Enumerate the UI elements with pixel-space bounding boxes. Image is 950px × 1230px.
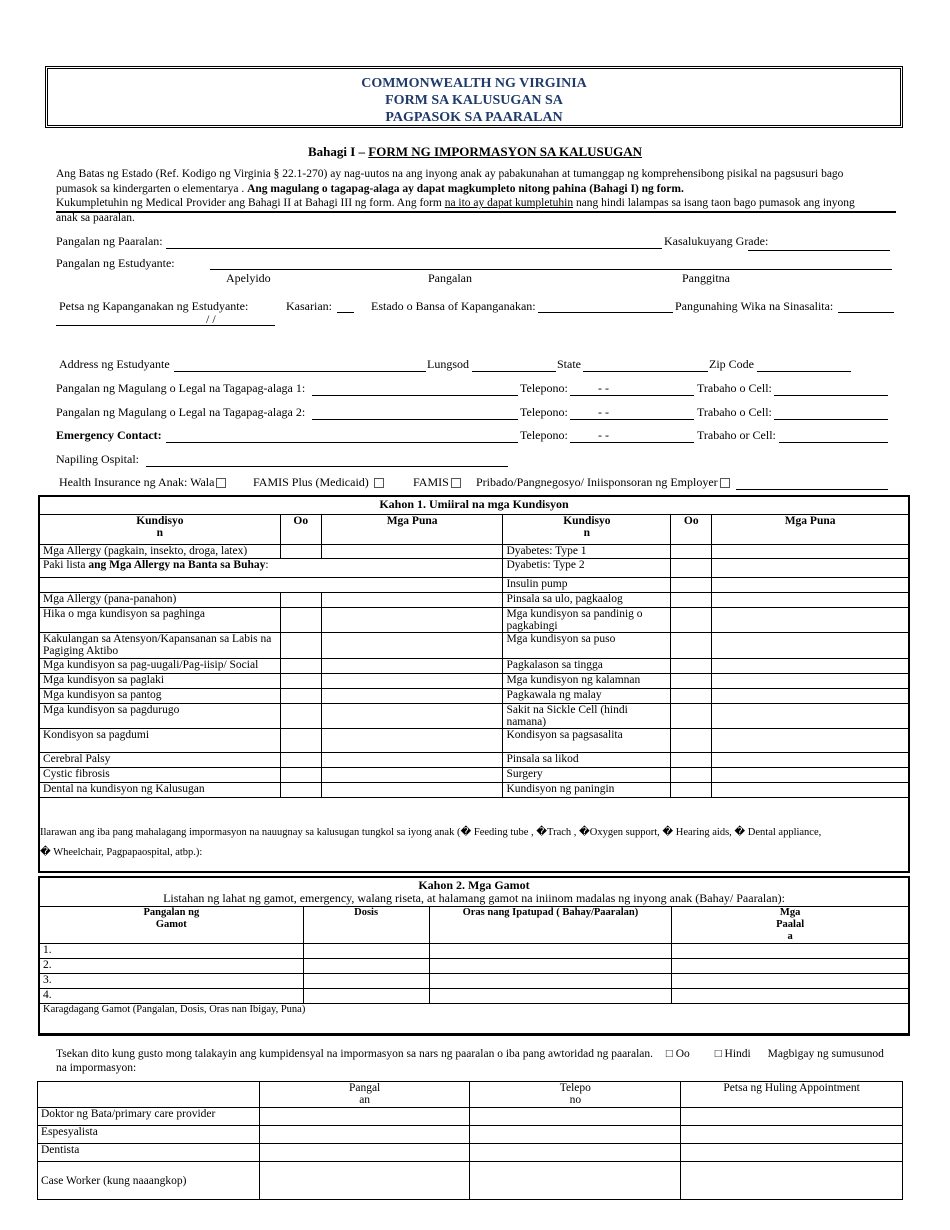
condition-yes-cell[interactable] bbox=[671, 608, 712, 633]
intro-text-2: Kukumpletuhin ng Medical Provider ang Bahagi II at Bahagi III ng form. Ang form bbox=[56, 197, 445, 209]
consent-provide-text: Magbigay ng sumusunod bbox=[767, 1048, 884, 1060]
provider-date-cell[interactable] bbox=[681, 1162, 903, 1200]
provider-phone-cell[interactable] bbox=[470, 1144, 681, 1162]
parent1-phone-input[interactable] bbox=[570, 381, 694, 396]
condition-yes-cell[interactable] bbox=[280, 659, 321, 674]
state-label: State bbox=[557, 357, 581, 371]
condition-notes-cell[interactable] bbox=[712, 768, 909, 783]
consent-no-option[interactable]: □ Hindi bbox=[714, 1048, 751, 1060]
provider-row-label: Doktor ng Bata/primary care provider bbox=[38, 1108, 260, 1126]
emergency-input[interactable] bbox=[166, 428, 518, 443]
intro-paragraph bbox=[56, 167, 856, 225]
emergency-work-input[interactable] bbox=[779, 428, 888, 443]
phone-dashes: - - bbox=[598, 381, 609, 395]
med-notes-cell[interactable] bbox=[672, 944, 909, 959]
condition-yes-cell[interactable] bbox=[671, 768, 712, 783]
condition-notes-cell[interactable] bbox=[321, 768, 503, 783]
condition-yes-cell[interactable] bbox=[280, 674, 321, 689]
provider-phone-cell[interactable] bbox=[470, 1126, 681, 1144]
parent1-label: Pangalan ng Magulang o Legal na Tagapag-alaga 1: bbox=[56, 381, 306, 395]
condition-notes-cell[interactable] bbox=[712, 689, 909, 704]
consent-provide-text-2: na impormasyon: bbox=[56, 1062, 137, 1074]
address-input[interactable] bbox=[174, 357, 426, 372]
famis-plus-option bbox=[253, 475, 386, 490]
consent-text: Tsekan dito kung gusto mong talakayin ang kumpidensyal na impormasyon sa nars ng paaralan o iba pang awtoridad ng paaralan. bbox=[56, 1048, 654, 1060]
parent2-label: Pangalan ng Magulang o Legal na Tagapag-alaga 2: bbox=[56, 405, 306, 419]
header-yes: Oo bbox=[671, 515, 712, 545]
consent-row bbox=[56, 1047, 936, 1075]
provider-date-cell[interactable] bbox=[681, 1144, 903, 1162]
med-dose-cell[interactable] bbox=[303, 959, 429, 974]
student-label: Pangalan ng Estudyante: bbox=[56, 256, 175, 270]
header-last-appointment: Petsa ng Huling Appointment bbox=[681, 1082, 903, 1108]
condition-notes-cell[interactable] bbox=[712, 545, 909, 559]
condition-yes-cell[interactable] bbox=[671, 729, 712, 753]
intro-underlined: na ito ay dapat kumpletuhin bbox=[444, 197, 574, 209]
condition-notes-cell[interactable] bbox=[712, 704, 909, 729]
med-row-number: 4. bbox=[40, 989, 304, 1004]
private-text: Pribado/Pangnegosyo/ Iniisponsoran ng Employer bbox=[476, 475, 718, 489]
famis-plus-text: FAMIS Plus (Medicaid) bbox=[253, 475, 369, 489]
parent1-input[interactable] bbox=[312, 381, 518, 396]
condition-label: Kondisyon sa pagsasalita bbox=[503, 729, 671, 753]
allergies-list-cell[interactable] bbox=[40, 578, 503, 593]
emergency-phone-label: Telepono: bbox=[520, 428, 568, 442]
city-label: Lungsod bbox=[427, 357, 469, 371]
condition-label: Dental na kundisyon ng Kalusugan bbox=[40, 783, 281, 798]
condition-notes-cell[interactable] bbox=[321, 783, 503, 798]
provider-phone-cell[interactable] bbox=[470, 1162, 681, 1200]
condition-notes-cell[interactable] bbox=[712, 783, 909, 798]
sex-input[interactable] bbox=[337, 298, 354, 313]
insurance-none-checkbox[interactable] bbox=[216, 478, 226, 488]
part-prefix: Bahagi I – bbox=[307, 144, 369, 159]
condition-notes-cell[interactable] bbox=[321, 729, 503, 753]
condition-yes-cell[interactable] bbox=[671, 783, 712, 798]
header-provider-name: Pangal an bbox=[259, 1082, 470, 1108]
med-dose-cell[interactable] bbox=[303, 989, 429, 1004]
form-header bbox=[45, 66, 903, 128]
header-reminders: Mga Paalal a bbox=[672, 907, 909, 944]
parent2-work-label: Trabaho o Cell: bbox=[697, 405, 772, 419]
provider-name-cell[interactable] bbox=[259, 1162, 470, 1200]
condition-yes-cell[interactable] bbox=[280, 689, 321, 704]
grade-label: Kasalukuyang Grade: bbox=[664, 234, 769, 248]
med-dose-cell[interactable] bbox=[303, 944, 429, 959]
condition-yes-cell[interactable] bbox=[280, 593, 321, 608]
condition-yes-cell[interactable] bbox=[671, 704, 712, 729]
hospital-label: Napiling Ospital: bbox=[56, 452, 139, 466]
providers-corner bbox=[38, 1082, 260, 1108]
header-line-2: FORM SA KALUSUGAN SA bbox=[385, 93, 563, 108]
zip-label: Zip Code bbox=[709, 357, 754, 371]
condition-yes-cell[interactable] bbox=[280, 704, 321, 729]
condition-notes-cell[interactable] bbox=[712, 633, 909, 659]
condition-label: Hika o mga kundisyon sa paghinga bbox=[40, 608, 281, 633]
med-row-number: 2. bbox=[40, 959, 304, 974]
condition-notes-cell[interactable] bbox=[712, 674, 909, 689]
condition-label: Mga Allergy (pagkain, insekto, droga, latex) bbox=[40, 545, 281, 559]
condition-notes-cell[interactable] bbox=[321, 593, 503, 608]
med-row-number: 1. bbox=[40, 944, 304, 959]
parent1-work-label: Trabaho o Cell: bbox=[697, 381, 772, 395]
condition-notes-cell[interactable] bbox=[321, 659, 503, 674]
condition-label: Pinsala sa ulo, pagkaalog bbox=[503, 593, 671, 608]
header-condition: Kundisyo n bbox=[40, 515, 281, 545]
school-label: Pangalan ng Paaralan: bbox=[56, 234, 163, 248]
insurance-text: Health Insurance ng Anak: Wala bbox=[59, 475, 215, 489]
parent2-work-input[interactable] bbox=[774, 405, 888, 420]
providers-table bbox=[37, 1081, 903, 1200]
condition-yes-cell[interactable] bbox=[671, 633, 712, 659]
condition-notes-cell[interactable] bbox=[712, 578, 909, 593]
condition-label: Mga kundisyon sa pagdurugo bbox=[40, 704, 281, 729]
city-input[interactable] bbox=[472, 357, 556, 372]
other-info-text: Ilarawan ang iba pang mahalagang impormasyon na nauugnay sa kalusugan tungkol sa iyong anak ( bbox=[40, 827, 461, 838]
header-notes: Mga Puna bbox=[712, 515, 909, 545]
last-name-caption: Apelyido bbox=[226, 271, 271, 285]
condition-label: Cerebral Palsy bbox=[40, 753, 281, 768]
emergency-work-label: Trabaho or Cell: bbox=[697, 428, 776, 442]
condition-notes-cell[interactable] bbox=[712, 559, 909, 578]
extra-meds-cell[interactable]: Karagdagang Gamot (Pangalan, Dosis, Oras nan Ibigay, Puna) bbox=[40, 1004, 909, 1034]
provider-row-label: Dentista bbox=[38, 1144, 260, 1162]
provider-name-cell[interactable] bbox=[259, 1126, 470, 1144]
part-name: FORM NG IMPORMASYON SA KALUSUGAN bbox=[368, 144, 643, 159]
header-dose: Dosis bbox=[303, 907, 429, 944]
condition-yes-cell[interactable] bbox=[280, 545, 321, 559]
condition-label: Insulin pump bbox=[503, 578, 671, 593]
zip-input[interactable] bbox=[757, 357, 851, 372]
hospital-input[interactable] bbox=[146, 452, 508, 467]
famis-checkbox[interactable] bbox=[451, 478, 461, 488]
condition-yes-cell[interactable] bbox=[280, 633, 321, 659]
intro-bold: Ang magulang o tagapag-alaga ay dapat magkumpleto nitong pahina (Bahagi I) ng form. bbox=[247, 182, 684, 195]
header-condition: Kundisyo n bbox=[503, 515, 671, 545]
state-input[interactable] bbox=[583, 357, 708, 372]
condition-yes-cell[interactable] bbox=[280, 729, 321, 753]
header-line-1: COMMONWEALTH NG VIRGINIA bbox=[361, 76, 587, 91]
condition-notes-cell[interactable] bbox=[712, 593, 909, 608]
condition-label: Mga kundisyon sa paglaki bbox=[40, 674, 281, 689]
condition-label: Kundisyon ng paningin bbox=[503, 783, 671, 798]
dob-label: Petsa ng Kapanganakan ng Estudyante: bbox=[59, 299, 249, 313]
med-notes-cell[interactable] bbox=[672, 959, 909, 974]
phone-dashes: - - bbox=[598, 405, 609, 419]
condition-label: Mga Allergy (pana-panahon) bbox=[40, 593, 281, 608]
school-input[interactable] bbox=[166, 234, 662, 249]
sex-label: Kasarian: bbox=[286, 299, 332, 313]
emergency-label: Emergency Contact: bbox=[56, 428, 162, 442]
condition-notes-cell[interactable] bbox=[321, 704, 503, 729]
grade-input[interactable] bbox=[748, 236, 890, 251]
med-time-cell[interactable] bbox=[429, 944, 672, 959]
dob-separators: / / bbox=[206, 312, 216, 326]
provider-name-cell[interactable] bbox=[259, 1144, 470, 1162]
life-threatening-allergies-cell[interactable]: Paki lista ang Mga Allergy na Banta sa Buhay: bbox=[40, 559, 503, 578]
famis-plus-checkbox[interactable] bbox=[374, 478, 384, 488]
phone-dashes: - - bbox=[598, 428, 609, 442]
condition-notes-cell[interactable] bbox=[712, 659, 909, 674]
condition-yes-cell[interactable] bbox=[671, 545, 712, 559]
language-input[interactable] bbox=[838, 298, 894, 313]
condition-notes-cell[interactable] bbox=[321, 753, 503, 768]
provider-name-cell[interactable] bbox=[259, 1108, 470, 1126]
med-time-cell[interactable] bbox=[429, 989, 672, 1004]
condition-yes-cell[interactable] bbox=[280, 608, 321, 633]
student-name-input[interactable] bbox=[210, 255, 892, 270]
condition-label: Pinsala sa likod bbox=[503, 753, 671, 768]
birth-state-input[interactable] bbox=[538, 298, 673, 313]
med-notes-cell[interactable] bbox=[672, 974, 909, 989]
middle-name-caption: Panggitna bbox=[682, 271, 730, 285]
condition-label: Dyabetes: Type 1 bbox=[503, 545, 671, 559]
condition-notes-cell[interactable] bbox=[321, 689, 503, 704]
parent2-phone-label: Telepono: bbox=[520, 405, 568, 419]
condition-label: Sakit na Sickle Cell (hindi namana) bbox=[503, 704, 671, 729]
condition-yes-cell[interactable] bbox=[671, 753, 712, 768]
med-row-number: 3. bbox=[40, 974, 304, 989]
parent1-phone-label: Telepono: bbox=[520, 381, 568, 395]
provider-date-cell[interactable] bbox=[681, 1108, 903, 1126]
med-dose-cell[interactable] bbox=[303, 974, 429, 989]
med-time-cell[interactable] bbox=[429, 959, 672, 974]
header-notes: Mga Puna bbox=[321, 515, 503, 545]
header-yes: Oo bbox=[280, 515, 321, 545]
other-info-items: � Feeding tube , �Trach , �Oxygen support, � Hearing aids, � Dental appliance, bbox=[460, 827, 822, 838]
box2-subtitle: Listahan ng lahat ng gamot, emergency, walang riseta, at halamang gamot na iniinom madalas ng inyong anak (Bahay/ Paaralan): bbox=[163, 891, 785, 905]
dob-input[interactable] bbox=[56, 311, 275, 326]
condition-label: Mga kundisyon sa puso bbox=[503, 633, 671, 659]
other-info bbox=[40, 823, 908, 863]
condition-yes-cell[interactable] bbox=[280, 753, 321, 768]
condition-yes-cell[interactable] bbox=[280, 783, 321, 798]
condition-label: Cystic fibrosis bbox=[40, 768, 281, 783]
condition-label: Mga kundisyon ng kalamnan bbox=[503, 674, 671, 689]
condition-notes-cell[interactable] bbox=[321, 674, 503, 689]
first-name-caption: Pangalan bbox=[428, 271, 472, 285]
header-med-name: Pangalan ng Gamot bbox=[40, 907, 304, 944]
private-option bbox=[476, 475, 732, 490]
emergency-phone-input[interactable] bbox=[570, 428, 694, 443]
condition-yes-cell[interactable] bbox=[671, 689, 712, 704]
condition-notes-cell[interactable] bbox=[712, 608, 909, 633]
language-label: Pangunahing Wika na Sinasalita: bbox=[675, 299, 834, 313]
address-label: Address ng Estudyante bbox=[59, 357, 170, 371]
condition-label: Kondisyon sa pagdumi bbox=[40, 729, 281, 753]
box1-title: Kahon 1. Umiiral na mga Kundisyon bbox=[379, 497, 569, 511]
condition-notes-cell[interactable] bbox=[321, 608, 503, 633]
condition-notes-cell[interactable] bbox=[321, 545, 503, 559]
condition-label: Mga kundisyon sa pag-uugali/Pag-iisip/ Social bbox=[40, 659, 281, 674]
intro-text-1: Ang Batas ng Estado (Ref. Kodigo ng Virginia § 22.1-270) ay nag-uutos na ang inyong anak ay pabakunahan at tumanggap ng komprehensibong pisikal na pagsusuri bago pumasok sa kindergarten o elementarya . bbox=[56, 168, 844, 195]
condition-label: Pagkawala ng malay bbox=[503, 689, 671, 704]
condition-yes-cell[interactable] bbox=[671, 593, 712, 608]
condition-label: Mga kundisyon sa pantog bbox=[40, 689, 281, 704]
birth-state-label: Estado o Bansa of Kapanganakan: bbox=[371, 299, 536, 313]
divider bbox=[56, 211, 896, 213]
conditions-table bbox=[39, 514, 909, 798]
condition-notes-cell[interactable] bbox=[712, 729, 909, 753]
condition-label: Surgery bbox=[503, 768, 671, 783]
provider-row-label: Espesyalista bbox=[38, 1126, 260, 1144]
consent-yes-option[interactable]: □ Oo bbox=[665, 1048, 690, 1060]
header-time: Oras nang Ipatupad ( Bahay/Paaralan) bbox=[429, 907, 672, 944]
private-checkbox[interactable] bbox=[720, 478, 730, 488]
parent2-input[interactable] bbox=[312, 405, 518, 420]
condition-yes-cell[interactable] bbox=[671, 674, 712, 689]
condition-label: Mga kundisyon sa pandinig o pagkabingi bbox=[503, 608, 671, 633]
insurance-label bbox=[59, 475, 228, 490]
famis-option bbox=[413, 475, 463, 490]
medications-table bbox=[39, 906, 909, 1034]
condition-label: Pagkalason sa tingga bbox=[503, 659, 671, 674]
other-info-items-2: � Wheelchair, Pagpapaospital, atbp.): bbox=[40, 847, 203, 858]
condition-label: Dyabetis: Type 2 bbox=[503, 559, 671, 578]
condition-yes-cell[interactable] bbox=[671, 659, 712, 674]
famis-text: FAMIS bbox=[413, 475, 449, 489]
med-notes-cell[interactable] bbox=[672, 989, 909, 1004]
provider-phone-cell[interactable] bbox=[470, 1108, 681, 1126]
condition-yes-cell[interactable] bbox=[280, 768, 321, 783]
condition-notes-cell[interactable] bbox=[712, 753, 909, 768]
parent2-phone-input[interactable] bbox=[570, 405, 694, 420]
condition-yes-cell[interactable] bbox=[671, 559, 712, 578]
header-provider-phone: Telepo no bbox=[470, 1082, 681, 1108]
box2-title: Kahon 2. Mga Gamot bbox=[418, 878, 530, 892]
med-time-cell[interactable] bbox=[429, 974, 672, 989]
condition-label: Kakulangan sa Atensyon/Kapansanan sa Labis na Pagiging Aktibo bbox=[40, 633, 281, 659]
header-line-3: PAGPASOK SA PAARALAN bbox=[385, 110, 563, 125]
intro-text-3: nang hindi lalampas sa isang taon bago pumasok ang inyong anak sa paaralan. bbox=[56, 197, 855, 224]
parent1-work-input[interactable] bbox=[774, 381, 888, 396]
condition-yes-cell[interactable] bbox=[671, 578, 712, 593]
part-title bbox=[0, 144, 950, 160]
private-input[interactable] bbox=[736, 475, 888, 490]
provider-date-cell[interactable] bbox=[681, 1126, 903, 1144]
condition-notes-cell[interactable] bbox=[321, 633, 503, 659]
provider-row-label: Case Worker (kung naaangkop) bbox=[38, 1162, 260, 1200]
